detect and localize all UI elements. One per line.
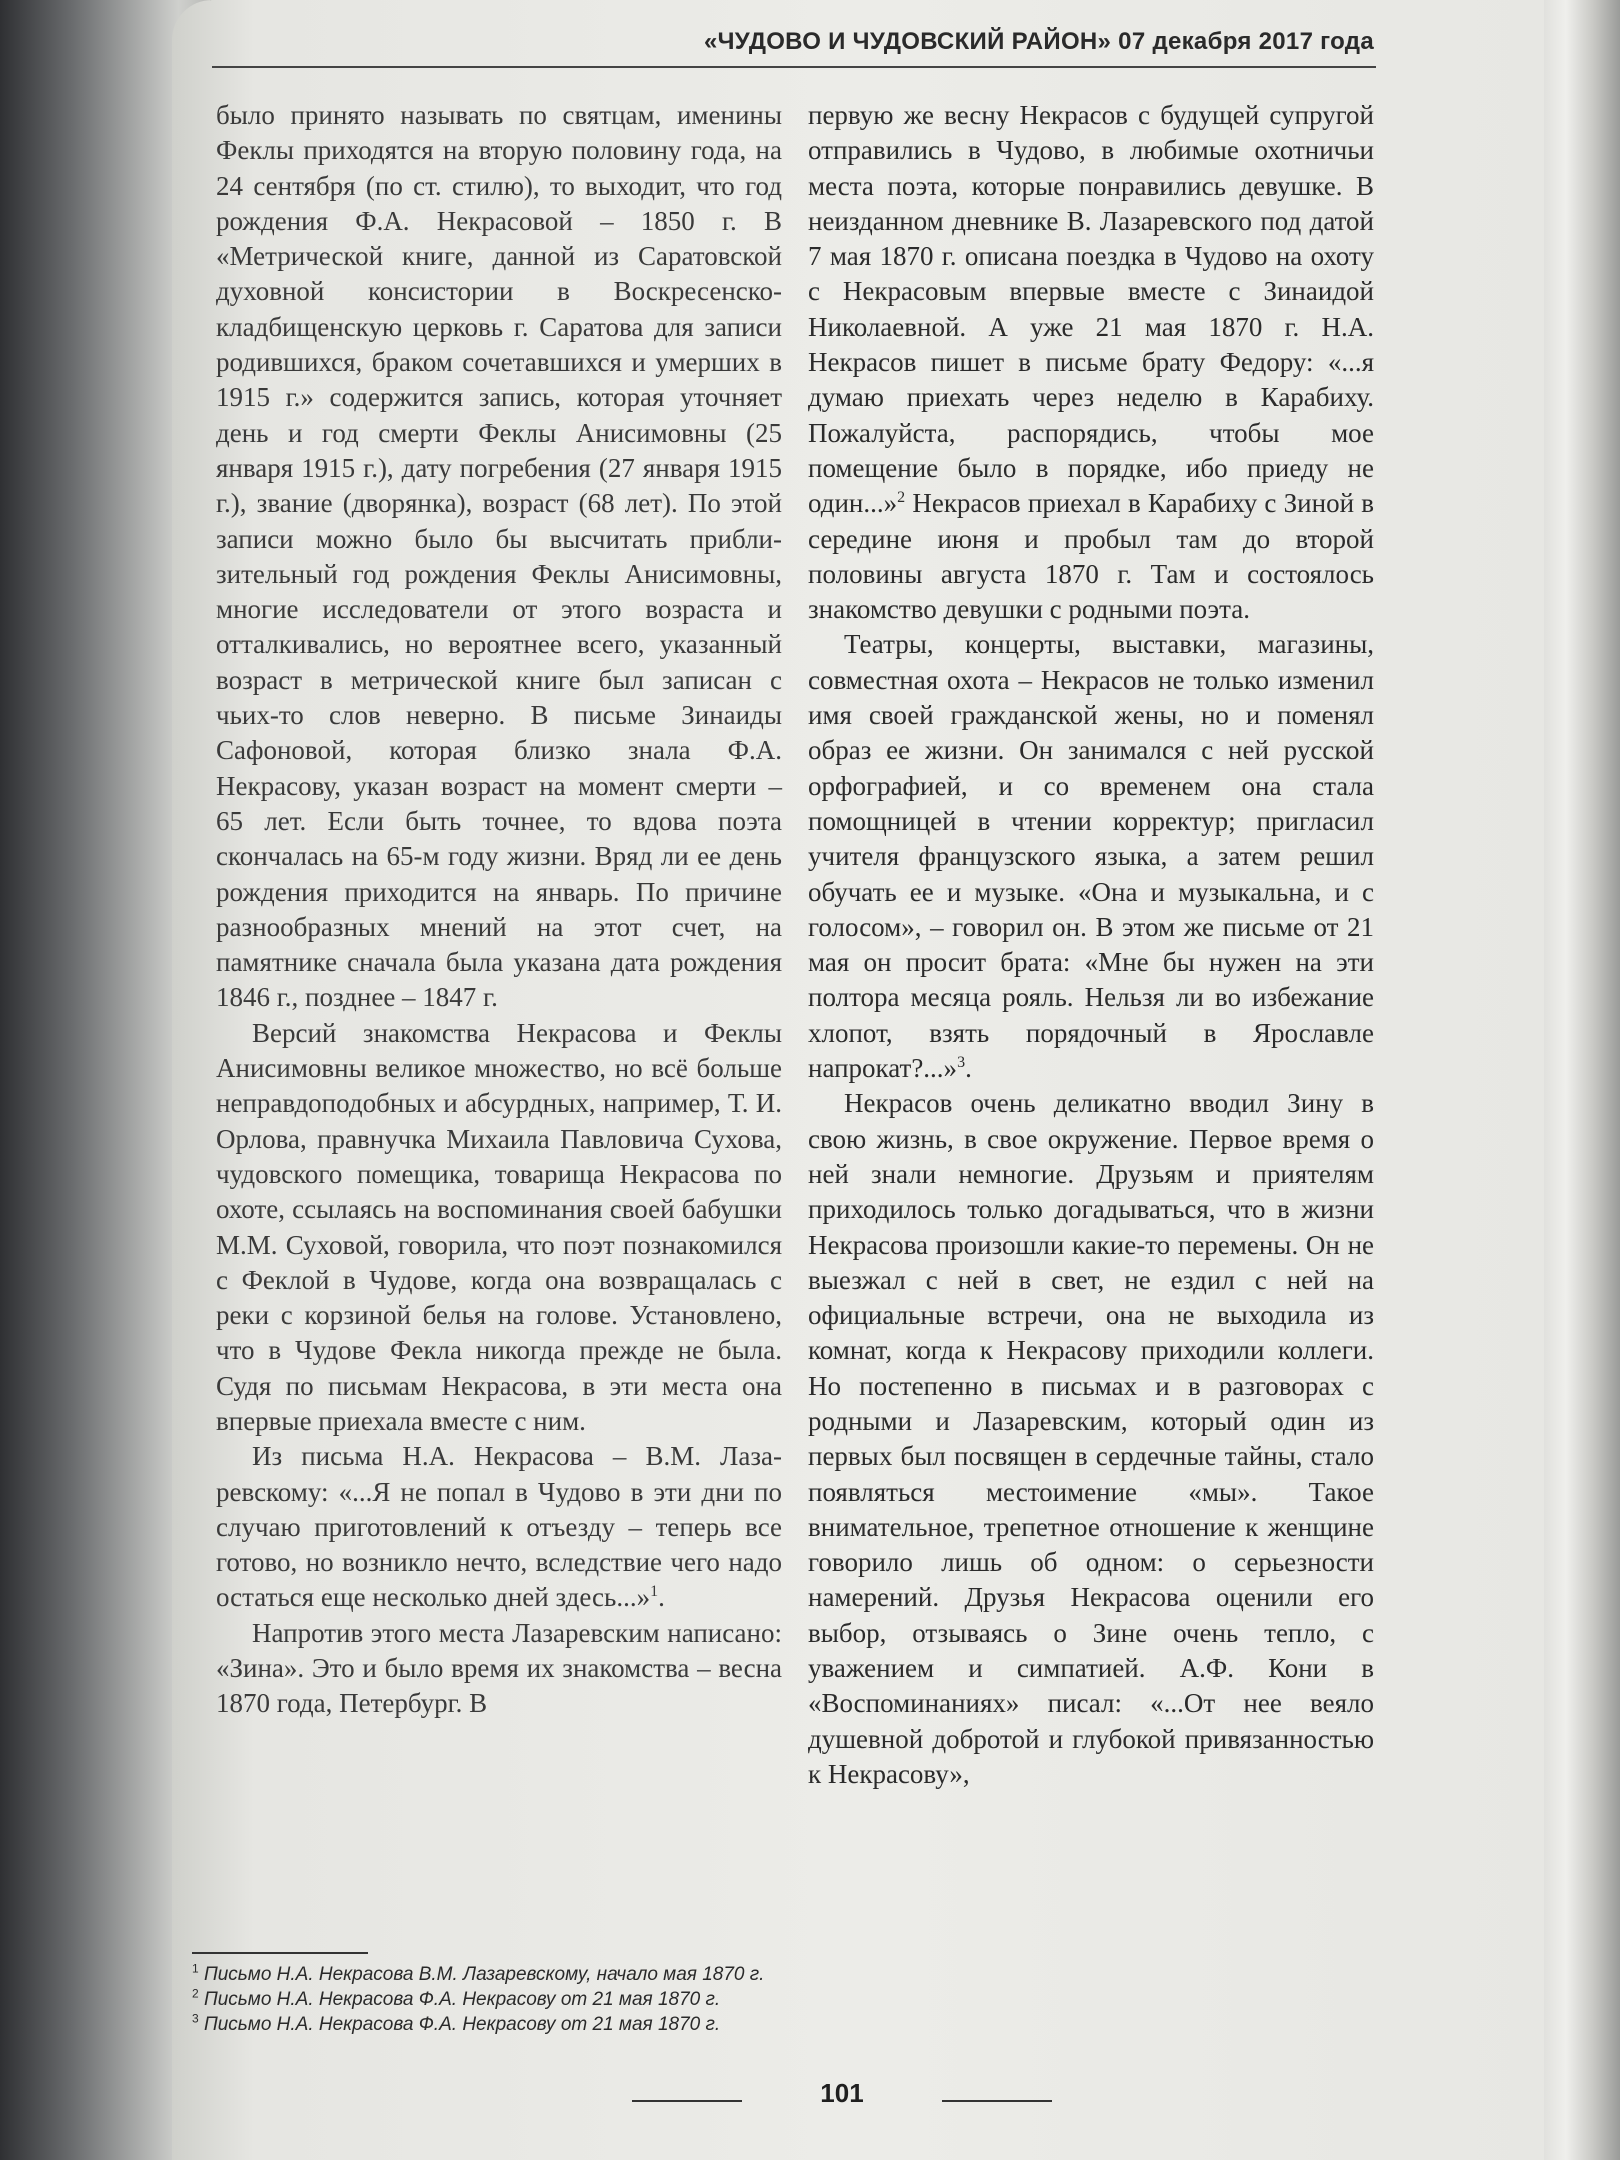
page-number: 101 (820, 2078, 864, 2108)
paragraph-text: Из письма Н.А. Некрасова – В.М. Лазаревскому: «...Я не попал в Чудово в эти дни по случаю приготовлений к отъезду – теперь все готово, но возникло нечто, вследствие чего надо остаться еще несколько дней здесь...» (216, 1441, 782, 1613)
book-page (172, 0, 1544, 2160)
paragraph: Некрасов очень деликатно вводил Зину в свою жизнь, в свое окружение. Первое время о ней знали немногие. Друзьям и приятелям приходилось только догадываться, что в жизни Некрасова произошли какие-то перемены. Он не выезжал с ней в свет, не ездил с ней на официальные встречи, она не выходила из комнат, когда к Некрасову приходили коллеги. Но постепенно в письмах и в разговорах с родными и Лазаревским, который один из первых был посвящен в сердечные тайны, стало появляться местоимение «мы». Такое внимательное, трепетное отношение к женщине говорило лишь об одном: о серьезности намерений. Друзья Некрасова оценили его выбор, отзываясь о Зине очень тепло, с уважением и симпатией. А.Ф. Кони в «Воспоминаниях» писал: «...От нее веяло душевной добротой и глубокой привязанностью к Некрасову», (808, 1088, 1374, 1789)
paragraph (808, 98, 1374, 627)
paragraph: Театры, концерты, выставки, магазины, совместная охота – Некрасов не только изменил имя своей гражданской жены, но и поменял образ ее жизни. Он занимался с ней русской орфографией, и со временем она стала помощницей в чтении корректур; пригласил учителя французского языка, а затем решил обучать ее и музыке. «Она и музыкальна, и с голосом», – говорил он. В этом же письме от 21 мая он просит брата: «Мне бы нужен на эти полтора месяца рояль. Нельзя ли во избежание хлопот, взять порядочный в Ярославле напрокат?...»$^3$. (808, 629, 1374, 1084)
footnote-ref: 2 (897, 489, 906, 507)
footnote-mark: 1 (192, 1961, 199, 1976)
paragraph: Из письма Н.А. Некрасова – В.М. Лазаревскому: «...Я не попал в Чудово в эти дни по случаю приготовлений к отъезду – теперь все готово, но возникло нечто, вследствие чего надо остаться еще несколько дней здесь...»$^1$. (216, 1441, 782, 1613)
page-number-rule-right (942, 2100, 1052, 2102)
footnote-ref: 3 (957, 1054, 966, 1072)
right-column (808, 98, 1374, 1792)
paragraph-text: Некрасов приехал в Карабиху с Зиной в середине июня и пробыл там до второй половины августа 1870 г. Там и состоялось знакомство девушки с родными поэта. (808, 488, 1374, 625)
paragraph: было принято называть по святцам, именины Феклы приходятся на вторую половину года, на 24 сентября (по ст. стилю), то выходит, что год рождения Ф.А. Некрасовой – 1850 г. В «Метрической книге, данной из Саратовской духовной консистории в Воскресенско-кладбищенскую церковь г. Саратова для записи родившихся, браком сочетавшихся и умерших в 1915 г.» содержится запись, которая уточняет день и год смерти Феклы Анисимовны (25 января 1915 г.), дату погребения (27 января 1915 г.), звание (дворянка), возраст (68 лет). По этой записи можно было бы высчитать приблизительный год рождения Феклы Анисимовны, многие исследователи от этого возраста и отталкивались, но вероятнее всего, указанный возраст в метрической книге был записан с чьих-то слов неверно. В письме Зинаиды Сафоновой, которая близко знала Ф.А. Некрасову, указан возраст на момент смерти – 65 лет. Если быть точнее, то вдова поэта скончалась на 65-м году жизни. Вряд ли ее день рождения приходится на январь. По причине разнообразных мнений на этот счет, на памятнике сначала была указана дата рождения 1846 г., позднее – 1847 г. (216, 100, 782, 1013)
paragraph: Напротив этого места Лазаревским написано: «Зина». Это и было время их знакомства – весна 1870 года, Петербург. В (216, 1617, 782, 1719)
footnote-ref: 1 (650, 1583, 659, 1601)
footnotes (192, 1962, 892, 2037)
footnote-mark: 2 (192, 1986, 199, 2001)
footnote-rule (192, 1952, 368, 1954)
page-number-block (632, 2078, 1052, 2118)
footnote-text: Письмо Н.А. Некрасова Ф.А. Некрасову от 21 мая 1870 г. (203, 1989, 721, 2010)
paragraph-text: Театры, концерты, выставки, магазины, совместная охота – Некрасов не только изменил имя своей гражданской жены, но и поменял образ ее жизни. Он занимался с ней русской орфографией, и со временем она стала помощницей в чтении корректур; пригласил учителя французского языка, а затем решил обучать ее и музыке. «Она и музыкальна, и с голосом», – говорил он. В этом же письме от 21 мая он просит брата: «Мне бы нужен на эти полтора месяца рояль. Нельзя ли во избежание хлопот, взять порядочный в Ярославле напрокат?...» (808, 629, 1374, 1084)
header-rule (212, 66, 1376, 68)
left-column (216, 98, 782, 1722)
footnote-mark: 3 (192, 2011, 199, 2026)
running-header: «ЧУДОВО И ЧУДОВСКИЙ РАЙОН» 07 декабря 2017 года (704, 28, 1374, 55)
footnote-text: Письмо Н.А. Некрасова Ф.А. Некрасову от 21 мая 1870 г. (203, 2014, 721, 2035)
footnote (192, 2012, 892, 2037)
footnote (192, 1962, 892, 1987)
footnote (192, 1987, 892, 2012)
footnote-text: Письмо Н.А. Некрасова В.М. Лазаревскому, начало мая 1870 г. (203, 1964, 765, 1985)
paragraph: Версий знакомства Некрасова и Феклы Анисимовны великое множество, но всё больше неправдоподобных и абсурдных, например, Т. И. Орлова, правнучка Михаила Павловича Сухова, чудовского помещика, товарища Некрасова по охоте, ссылаясь на воспоминания своей бабушки М.М. Суховой, говорила, что поэт познакомился с Феклой в Чудове, когда она возвращалась с реки с корзиной белья на голове. Установлено, что в Чудове Фекла никогда прежде не была. Судя по письмам Некрасова, в эти места она впервые приехала вместе с ним. (216, 1017, 782, 1436)
paragraph-text: первую же весну Некрасов с будущей супругой отправились в Чудово, в любимые охотничьи места поэта, которые понравились девушке. В неизданном дневнике В. Лазаревского под датой 7 мая 1870 г. описана поездка в Чудово на охоту с Некрасовым впервые вместе с Зинаидой Николаевной. А уже 21 мая 1870 г. Н.А. Некрасов пишет в письме брату Федору: «...я думаю приехать через неделю в Карабиху. Пожалуйста, распорядись, чтобы мое помещение было в порядке, ибо приеду не один...» (808, 100, 1374, 519)
